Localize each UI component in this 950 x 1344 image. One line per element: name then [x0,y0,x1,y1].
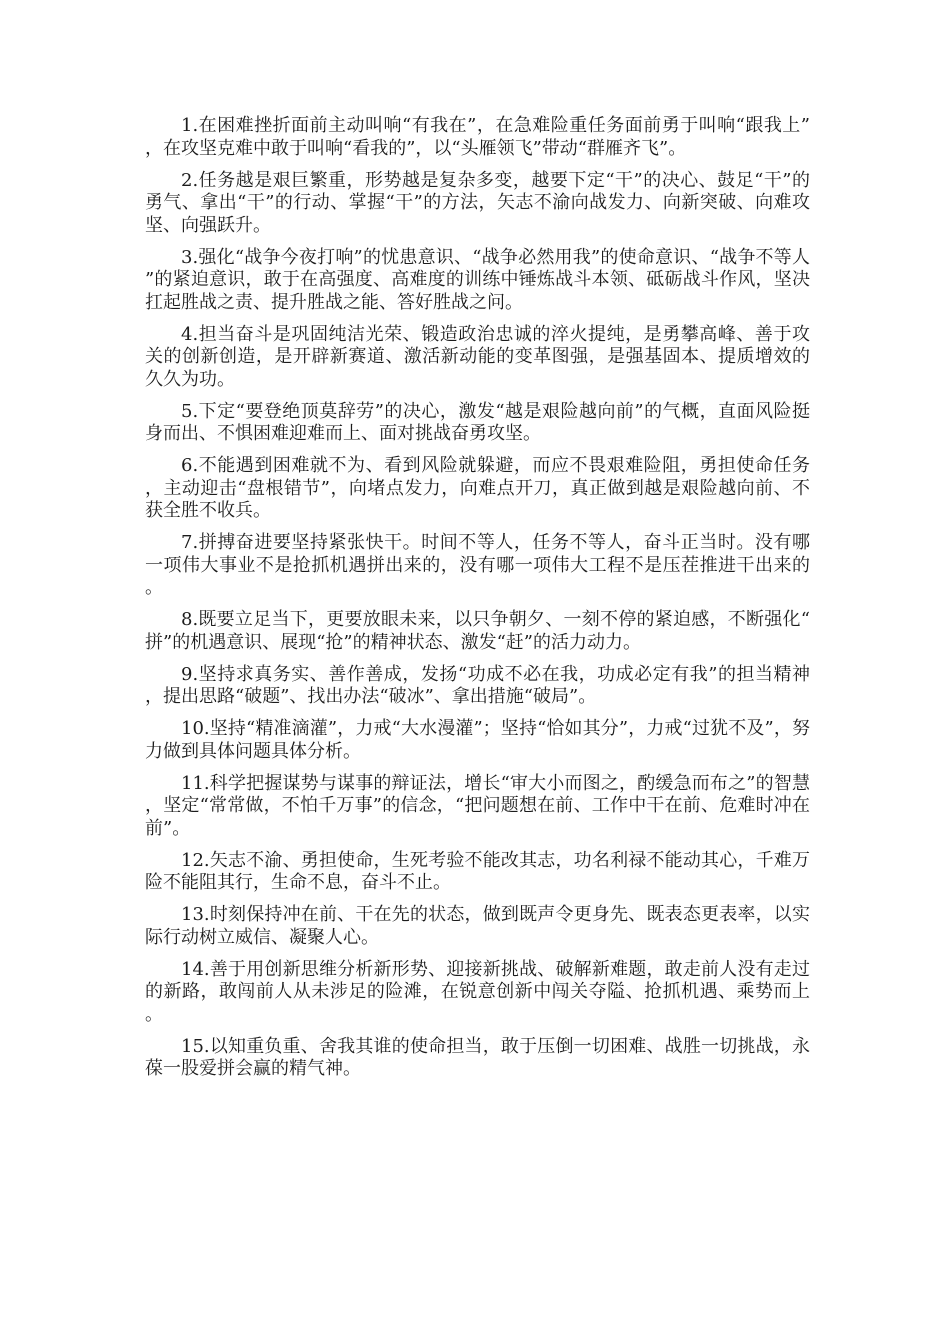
paragraph-8: 8.既要立足当下，更要放眼未来，以只争朝夕、一刻不停的紧迫感，不断强化“拼”的机遇意识、展现“抢”的精神状态、激发“赶”的活力动力。 [145,609,810,653]
document-body [145,115,810,1090]
paragraph-1: 1.在困难挫折面前主动叫响“有我在”，在急难险重任务面前勇于叫响“跟我上”，在攻坚克难中敢于叫响“看我的”，以“头雁领飞”带动“群雁齐飞”。 [145,115,810,159]
paragraph-6: 6.不能遇到困难就不为、看到风险就躲避，而应不畏艰难险阻，勇担使命任务，主动迎击“盘根错节”，向堵点发力，向难点开刀，真正做到越是艰险越向前、不获全胜不收兵。 [145,455,810,521]
paragraph-5: 5.下定“要登绝顶莫辞劳”的决心，激发“越是艰险越向前”的气概，直面风险挺身而出、不惧困难迎难而上、面对挑战奋勇攻坚。 [145,400,810,444]
paragraph-7: 7.拼搏奋进要坚持紧张快干。时间不等人，任务不等人，奋斗正当时。没有哪一项伟大事业不是抢抓机遇拼出来的，没有哪一项伟大工程不是压茬推进干出来的。 [145,532,810,598]
paragraph-10: 10.坚持“精准滴灌”，力戒“大水漫灌”；坚持“恰如其分”，力戒“过犹不及”，努力做到具体问题具体分析。 [145,718,810,762]
paragraph-11: 11.科学把握谋势与谋事的辩证法，增长“审大小而图之，酌缓急而布之”的智慧，坚定“常常做，不怕千万事”的信念，“把问题想在前、工作中干在前、危难时冲在前”。 [145,772,810,839]
paragraph-4: 4.担当奋斗是巩固纯洁光荣、锻造政治忠诚的淬火提纯，是勇攀高峰、善于攻关的创新创造，是开辟新赛道、激活新动能的变革图强，是强基固本、提质增效的久久为功。 [145,323,810,390]
paragraph-12: 12.矢志不渝、勇担使命，生死考验不能改其志，功名利禄不能动其心，千难万险不能阻其行，生命不息，奋斗不止。 [145,849,810,893]
paragraph-15: 15.以知重负重、舍我其谁的使命担当，敢于压倒一切困难、战胜一切挑战，永葆一股爱拼会赢的精气神。 [145,1035,810,1079]
paragraph-13: 13.时刻保持冲在前、干在先的状态，做到既声令更身先、既表态更表率，以实际行动树立威信、凝聚人心。 [145,904,810,948]
paragraph-2: 2.任务越是艰巨繁重，形势越是复杂多变，越要下定“干”的决心、鼓足“干”的勇气、拿出“干”的行动、掌握“干”的方法，矢志不渝向战发力、向新突破、向难攻坚、向强跃升。 [145,169,810,236]
paragraph-14: 14.善于用创新思维分析新形势、迎接新挑战、破解新难题，敢走前人没有走过的新路，敢闯前人从未涉足的险滩，在锐意创新中闯关夺隘、抢抓机遇、乘势而上。 [145,958,810,1025]
paragraph-3: 3.强化“战争今夜打响”的忧患意识、“战争必然用我”的使命意识、“战争不等人”的紧迫意识，敢于在高强度、高难度的训练中锤炼战斗本领、砥砺战斗作风，坚决扛起胜战之责、提升胜战之能、答好胜战之问。 [145,246,810,313]
paragraph-9: 9.坚持求真务实、善作善成，发扬“功成不必在我，功成必定有我”的担当精神，提出思路“破题”、找出办法“破冰”、拿出措施“破局”。 [145,663,810,707]
